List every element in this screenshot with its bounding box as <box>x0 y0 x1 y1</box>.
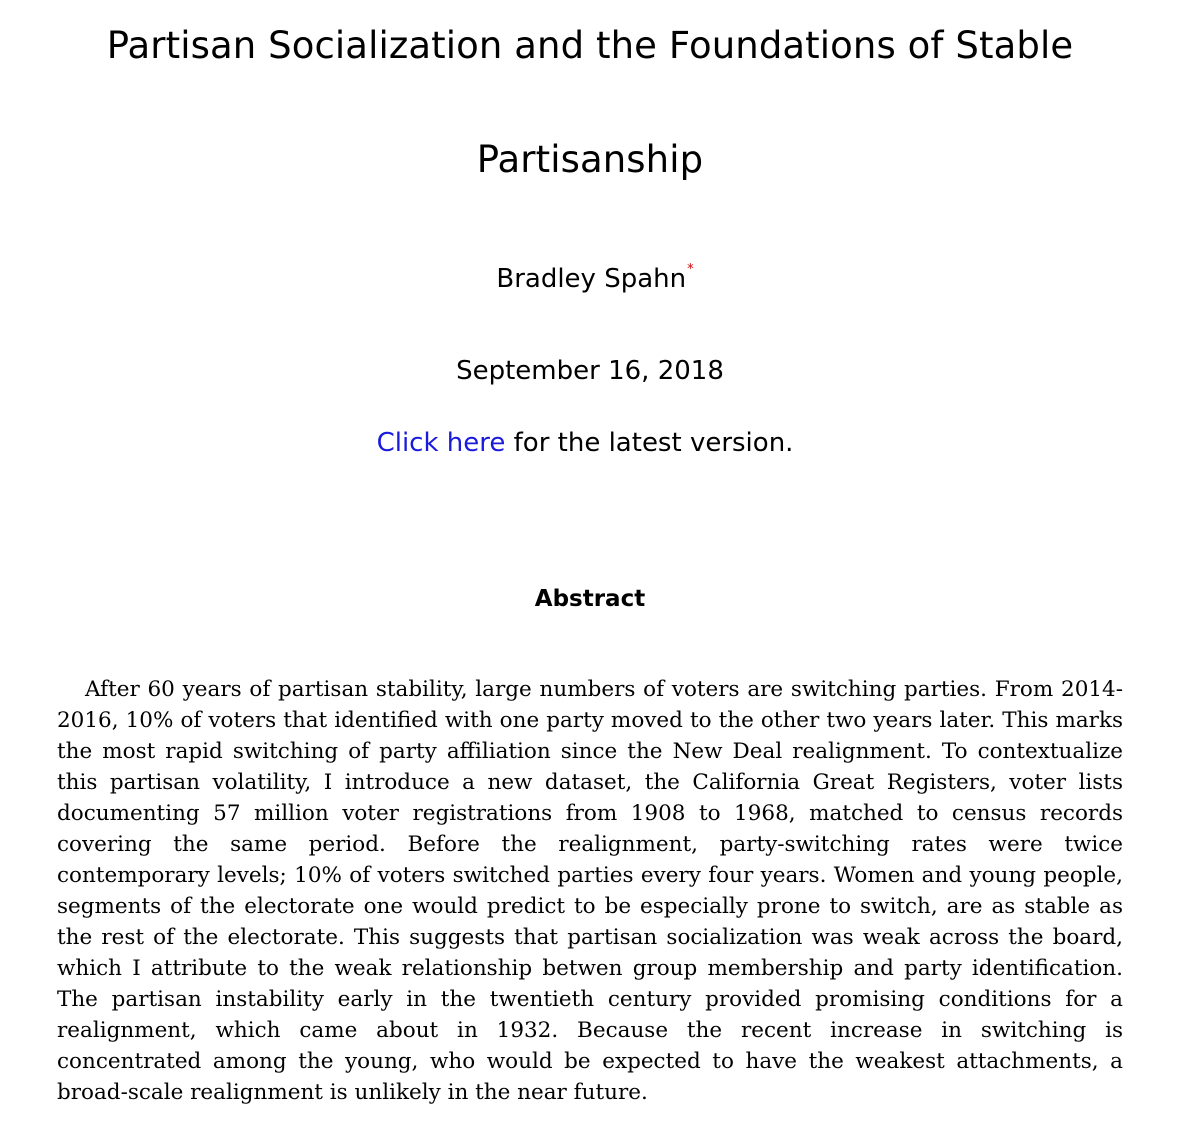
paper-date: September 16, 2018 <box>456 356 724 386</box>
abstract-body: After 60 years of partisan stability, large numbers of voters are switching parties. From 2014-2016, 10% of voters that identified with one party moved to the other two years later. This marks the most rapid switching of party affiliation since the New Deal realignment. To contextualize this partisan volatility, I introduce a new dataset, the California Great Registers, voter lists documenting 57 million voter registrations from 1908 to 1968, matched to census records covering the same period. Before the realignment, party-switching rates were twice contemporary levels; 10% of voters switched parties every four years. Women and young people, segments of the electorate one would predict to be especially prone to switch, are as stable as the rest of the electorate. This suggests that partisan socialization was weak across the board, which I attribute to the weak relationship betwen group membership and party identification. The partisan instability early in the twentieth century provided promising conditions for a realignment, which came about in 1932. Because the recent increase in switching is concentrated among the young, who would be expected to have the weakest attachments, a broad-scale realignment is unlikely in the near future. <box>57 677 1123 1105</box>
latest-version-line <box>0 428 1170 458</box>
latest-version-text: for the latest version. <box>505 428 794 458</box>
author-footnote-mark[interactable]: * <box>687 262 694 277</box>
abstract-heading: Abstract <box>534 586 646 612</box>
paper-title-line-1: Partisan Socialization and the Foundations of Stable <box>106 24 1074 67</box>
paper-title-line-2: Partisanship <box>476 138 704 181</box>
author-name: Bradley Spahn <box>496 264 687 294</box>
latest-version-link[interactable]: Click here <box>376 428 506 458</box>
author-line <box>0 262 1190 294</box>
